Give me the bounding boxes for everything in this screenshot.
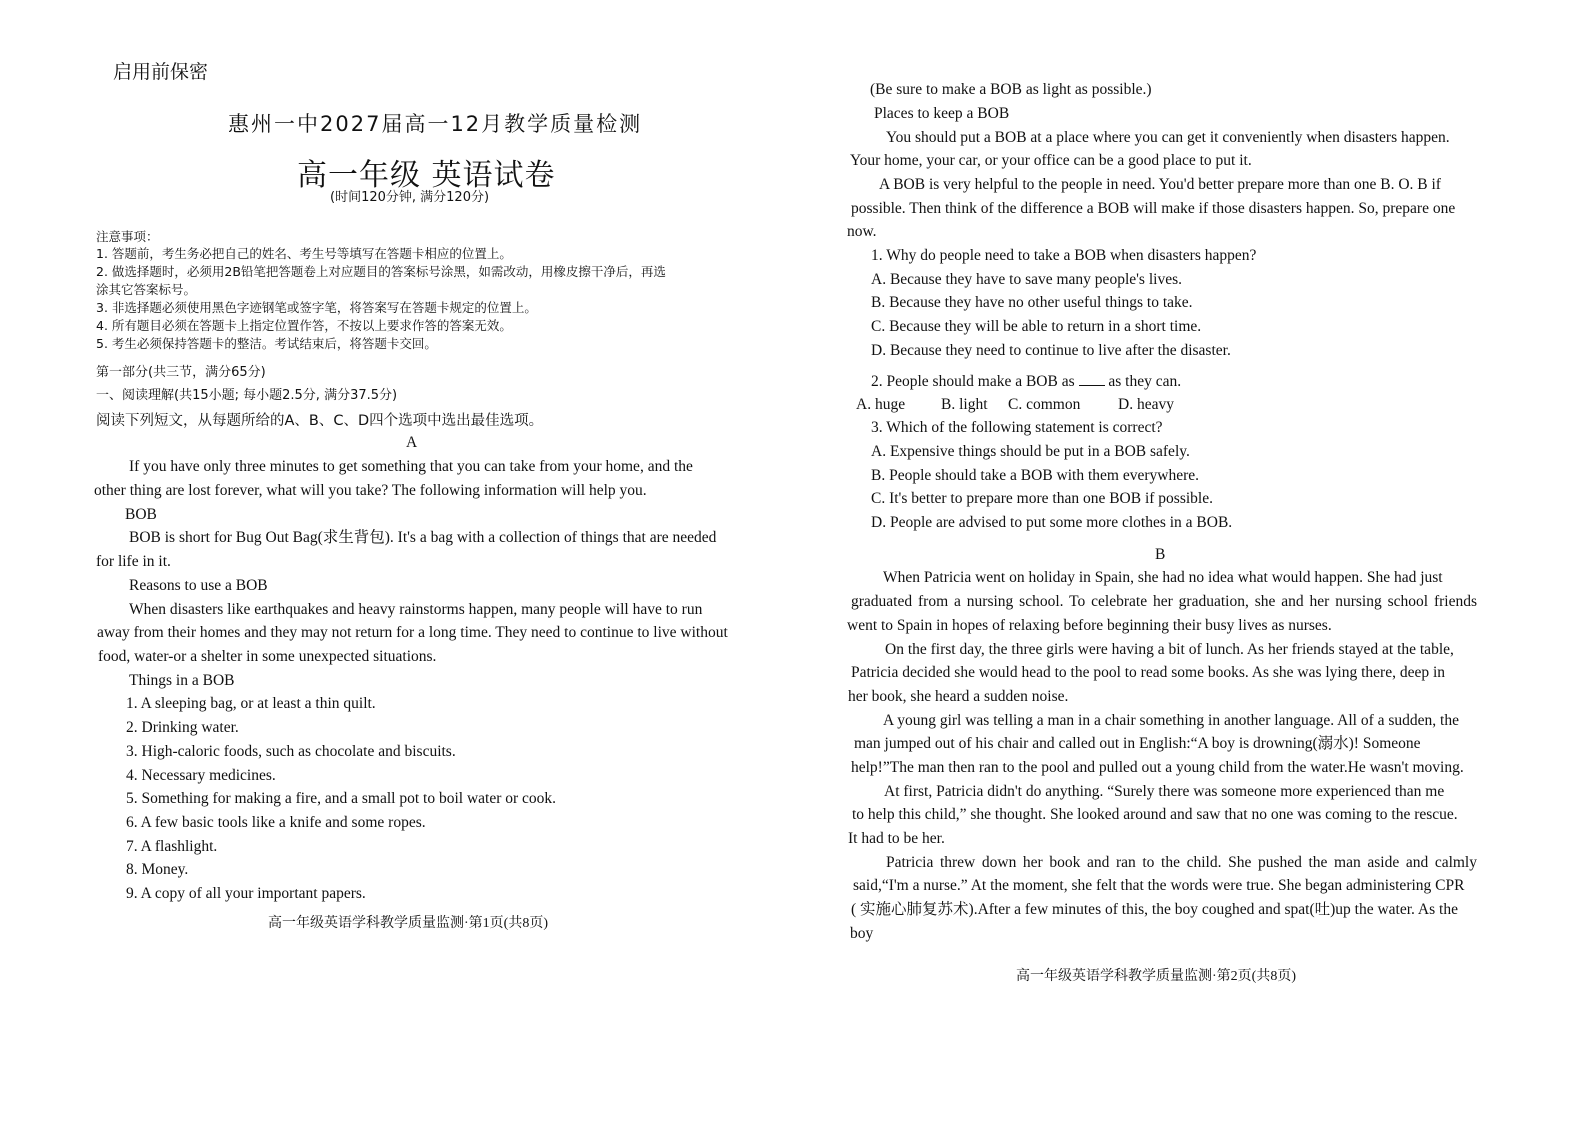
list-item: 3. High-caloric foods, such as chocolate and biscuits. [126,743,456,760]
notice-heading: 注意事项： [96,229,159,244]
question-option: D. Because they need to continue to live after the disaster. [871,342,1231,359]
list-item: 2. Drinking water. [126,719,239,736]
list-item: 9. A copy of all your important papers. [126,885,366,902]
passage-line: (Be sure to make a BOB as light as possible.) [870,81,1152,98]
paper-title: 高一年级 英语试卷 [297,158,556,193]
question-option: A. Because they have to save many people's lives. [871,271,1182,288]
passage-line: food, water-or a shelter in some unexpected situations. [98,648,437,665]
exam-time: (时间120分钟, 满分120分) [330,190,490,205]
notice-item: 2. 做选择题时，必须用2B铅笔把答题卷上对应题目的答案标号涂黑，如需改动，用橡皮擦干净后，再选 [96,264,666,279]
passage-line: Your home, your car, or your office can be a good place to put it. [850,152,1252,169]
notice-item: 3. 非选择题必须使用黑色字迹钢笔或签字笔，将答案写在答题卡规定的位置上。 [96,300,537,315]
passage-line: A BOB is very helpful to the people in need. You'd better prepare more than one B. O. B if [879,176,1441,193]
notice-item: 5. 考生必须保持答题卡的整洁。考试结束后，将答题卡交回。 [96,336,437,351]
list-item: 8. Money. [126,861,189,878]
question-option: B. light [941,396,988,413]
question-option: D. People are advised to put some more clothes in a BOB. [871,514,1233,531]
question-stem: 1. Why do people need to take a BOB when disasters happen? [871,247,1257,264]
passage-subheading: Places to keep a BOB [874,105,1010,122]
notice-item: 1. 答题前，考生务必把自己的姓名、考生号等填写在答题卡相应的位置上。 [96,246,512,261]
list-item: 6. A few basic tools like a knife and some ropes. [126,814,426,831]
passage-line: other thing are lost forever, what will you take? The following information will help you. [94,482,647,499]
passage-line: man jumped out of his chair and called out in English:“A boy is drowning(溺水)! Someone [854,735,1421,752]
passage-line: It had to be her. [848,830,945,847]
passage-line: At first, Patricia didn't do anything. “Surely there was someone more experienced than me [884,783,1445,800]
passage-line: A young girl was telling a man in a chair something in another language. All of a sudden, the [883,712,1459,729]
list-item: 1. A sleeping bag, or at least a thin quilt. [126,695,376,712]
question-option: D. heavy [1118,396,1174,413]
question-option: B. People should take a BOB with them everywhere. [871,467,1200,484]
notice-item: 4. 所有题目必须在答题卡上指定位置作答，不按以上要求作答的答案无效。 [96,318,512,333]
passage-line: Patricia decided she would head to the pool to read some books. As she was lying there, deep in [851,664,1446,681]
passage-line: help!”The man then ran to the pool and pulled out a young child from the water.He wasn't moving. [851,759,1464,776]
question-option: C. It's better to prepare more than one BOB if possible. [871,490,1213,507]
passage-line: On the first day, the three girls were having a bit of lunch. As her friends stayed at the table, [885,641,1454,658]
notice-item: 涂其它答案标号。 [96,282,197,297]
passage-subheading: Reasons to use a BOB [129,577,268,594]
question-stem-end: as they can. [1108,373,1182,390]
passage-line: If you have only three minutes to get something that you can take from your home, and the [129,458,693,475]
question-stem-start: 2. People should make a BOB as [871,373,1075,390]
instruction: 阅读下列短文，从每题所给的A、B、C、D四个选项中选出最佳选项。 [96,413,544,429]
passage-line: When disasters like earthquakes and heavy rainstorms happen, many people will have to run [129,601,703,618]
list-item: 7. A flashlight. [126,838,218,855]
passage-line: You should put a BOB at a place where you can get it conveniently when disasters happen. [886,129,1450,146]
passage-line: possible. Then think of the difference a BOB will make if those disasters happen. So, prepare one [851,200,1456,217]
passage-line: now. [847,223,877,240]
question-option: A. huge [856,396,906,413]
passage-line: graduated from a nursing school. To celebrate her graduation, she and her nursing school friends [851,593,1477,610]
passage-line: ( 实施心肺复苏术).After a few minutes of this, the boy coughed and spat(吐)up the water. As the [851,901,1458,918]
exam-title: 惠州一中2027届高一12月教学质量检测 [228,112,643,136]
passage-line: away from their homes and they may not return for a long time. They need to continue to live without [97,624,728,641]
passage-b-letter: B [1155,546,1166,563]
confidential-label: 启用前保密 [113,61,209,83]
page-footer: 高一年级英语学科教学质量监测·第2页(共8页) [1016,969,1296,984]
passage-line: to help this child,” she thought. She looked around and saw that no one was coming to the rescue. [852,806,1458,823]
question-option: B. Because they have no other useful things to take. [871,294,1193,311]
section-heading: 一、阅读理解(共15小题; 每小题2.5分, 满分37.5分) [96,388,398,403]
list-item: 5. Something for making a fire, and a small pot to boil water or cook. [126,790,557,807]
question-option: C. common [1008,396,1081,413]
passage-line: for life in it. [96,553,171,570]
question-stem: 3. Which of the following statement is correct? [871,419,1163,436]
passage-subheading: BOB [125,506,157,523]
list-item: 4. Necessary medicines. [126,767,276,784]
passage-line: Patricia threw down her book and ran to the child. She pushed the man aside and calmly [886,854,1477,871]
passage-line: went to Spain in hopes of relaxing before beginning their busy lives as nurses. [847,617,1332,634]
question-option: C. Because they will be able to return in a short time. [871,318,1202,335]
answer-blank [1079,372,1105,386]
page-footer: 高一年级英语学科教学质量监测·第1页(共8页) [268,916,548,931]
passage-subheading: Things in a BOB [129,672,235,689]
passage-line: BOB is short for Bug Out Bag(求生背包). It's a bag with a collection of things that are needed [129,529,717,546]
passage-line: When Patricia went on holiday in Spain, she had no idea what would happen. She had just [883,569,1443,586]
passage-letter: A [406,434,418,451]
part-heading: 第一部分(共三节，满分65分) [96,365,266,380]
question-stem [871,372,1181,391]
passage-line: her book, she heard a sudden noise. [848,688,1069,705]
question-option: A. Expensive things should be put in a BOB safely. [871,443,1190,460]
passage-line: boy [850,925,874,942]
passage-line: said,“I'm a nurse.” At the moment, she felt that the words were true. She began administering CPR [853,877,1465,894]
